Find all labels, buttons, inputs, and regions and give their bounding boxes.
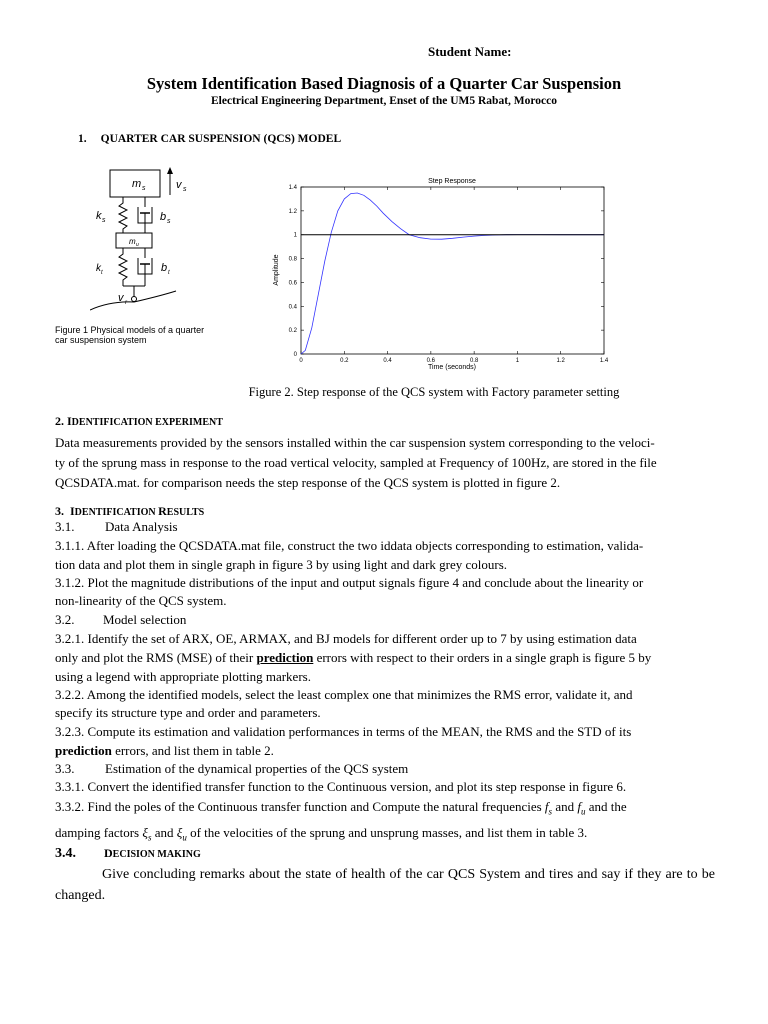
text-3-2-1-post: errors with respect to their orders in a single graph is figure 5 by [313, 650, 652, 665]
mu-subscript: u [136, 242, 139, 248]
chart-title: Step Response [428, 178, 476, 185]
text-3-1-1-line-2: tion data and plot them in single graph in figure 3 by using light and dark grey colours. [55, 557, 508, 572]
section-2-heading [55, 414, 223, 429]
kt-label: k [96, 263, 101, 274]
bt-subscript: t [168, 270, 170, 276]
vs-subscript: s [183, 186, 187, 193]
x-tick-label: 1 [515, 358, 520, 364]
x-tick-label: 0.4 [383, 358, 392, 364]
text-3-2-1-line-1: 3.2.1. Identify the set of ARX, OE, ARMAX, and BJ models for different order up to 7 by using estimation data [55, 631, 637, 646]
section-3-4-heading [55, 846, 201, 862]
y-tick-label: 0.8 [288, 256, 297, 263]
vr-label: v [118, 292, 124, 304]
section-3-number: 3. [55, 504, 64, 518]
subsection-3-1-heading [55, 517, 713, 536]
y-tick-label: 1 [293, 232, 297, 239]
text-3-3-3-post: of the velocities of the sprung and unsprung masses, and list them in table 3. [186, 825, 588, 840]
decision-making-paragraph: Give concluding remarks about the state of health of the car QCS System and tires and say if they are to be changed. [55, 867, 715, 903]
step-response-line [301, 193, 604, 354]
text-3-2-1-line-3: using a legend with appropriate plotting markers. [55, 669, 311, 684]
text-3-2-3-post: errors, and list them in table 2. [111, 743, 274, 758]
section-2-number: 2. [55, 414, 64, 428]
section-3-title-i: I [70, 504, 75, 518]
y-tick-label: 0.4 [288, 304, 297, 311]
section-1-title: QUARTER CAR SUSPENSION (QCS) MODEL [100, 133, 342, 145]
y-tick-label: 1.2 [288, 208, 297, 215]
text-3-3-2-line-2 [55, 823, 713, 848]
text-3-2-3-line-2 [55, 741, 713, 760]
quarter-car-model-diagram [90, 165, 200, 315]
mu-label: m [129, 237, 136, 246]
symbol-f-u-subscript: u [580, 806, 586, 817]
subsection-3-2-heading [55, 610, 713, 629]
section-2-title-first: I [67, 414, 72, 428]
text-3-3-3-pre: damping factors [55, 825, 143, 840]
text-3-3-2-line-1 [55, 797, 713, 822]
prediction-emphasis-2: prediction [55, 743, 112, 758]
section-2-line-3: QCSDATA.mat. for comparison needs the step response of the QCS system is plotted in figure 2. [55, 475, 561, 490]
text-3-2-1-pre: only and plot the RMS (MSE) of their [55, 650, 257, 665]
figure-1-caption: Figure 1 Physical models of a quarter car suspension system [55, 325, 205, 345]
x-tick-label: 0.8 [469, 358, 479, 364]
section-2-line-2: ty of the sprung mass in response to the road vertical velocity, sampled at Frequency of 100Hz, are stored in the file [55, 455, 657, 470]
symbol-f-u: f [577, 799, 581, 814]
figure-2-caption: Figure 2. Step response of the QCS system with Factory parameter setting [248, 385, 620, 399]
ks-subscript: s [102, 217, 106, 224]
symbol-xi-s-subscript: s [147, 832, 152, 843]
prediction-emphasis-1: prediction [256, 650, 314, 665]
bt-label: b [161, 262, 168, 274]
bs-subscript: s [167, 218, 171, 225]
symbol-xi-u: ξ [176, 825, 183, 840]
symbol-f-s-subscript: s [548, 806, 553, 817]
text-3-3-2-pre: 3.3.2. Find the poles of the Continuous transfer function and Compute the natural frequencies [55, 799, 545, 814]
document-title: System Identification Based Diagnosis of a Quarter Car Suspension [146, 74, 622, 93]
vr-subscript: r [125, 300, 127, 306]
symbol-xi-s: ξ [142, 825, 148, 840]
y-tick-label: 0.2 [288, 328, 297, 335]
subsection-3-3-title: Estimation of the dynamical properties of the QCS system [105, 761, 409, 776]
plot-area-frame [301, 187, 604, 354]
text-3-3-3-and: and [151, 825, 177, 840]
ks-spring [119, 197, 127, 233]
section-3-4-number: 3.4. [55, 846, 76, 861]
text-3-2-1-line-2 [55, 648, 713, 667]
road-contact-wheel [132, 297, 137, 302]
y-tick-label: 0 [293, 352, 297, 358]
section-3-4-title-rest: ECISION MAKING [112, 849, 201, 860]
section-3-title-r: R [158, 504, 167, 518]
x-tick-label: 0.2 [340, 358, 349, 364]
ms-subscript: s [142, 185, 146, 192]
text-3-1-2-line-1: 3.1.2. Plot the magnitude distributions of the input and output signals figure 4 and conclude about the linearity or [55, 575, 644, 590]
text-3-3-2-and: and [552, 799, 578, 814]
x-tick-label: 0.6 [426, 358, 436, 364]
text-3-3-1: 3.3.1. Convert the identified transfer function to the Continuous version, and plot its step response in figure 6. [55, 779, 627, 794]
y-axis-label: Amplitude [273, 254, 280, 286]
text-3-2-3-line-1: 3.2.3. Compute its estimation and validation performances in terms of the MEAN, the RMS and the STD of its [55, 724, 632, 739]
subsection-3-1-title: Data Analysis [105, 519, 178, 534]
section-3-title-esults: ESULTS [166, 507, 205, 518]
text-3-2-2-line-2: specify its structure type and order and parameters. [55, 705, 321, 720]
section-1-heading [78, 133, 341, 145]
section-3-4-title-d: D [104, 846, 113, 860]
section-2-line-1: Data measurements provided by the sensors installed within the car suspension system corresponding to the veloci- [55, 435, 655, 450]
y-tick-label: 0.6 [288, 280, 297, 287]
vs-label: v [176, 179, 182, 191]
subsection-3-2-number: 3.2. [55, 612, 75, 627]
symbol-f-s: f [544, 799, 549, 814]
vs-arrow-head [167, 167, 173, 174]
step-response-chart [265, 170, 620, 375]
section-2-paragraph [55, 433, 713, 493]
subsection-3-2-title: Model selection [103, 612, 187, 627]
ks-label: k [96, 210, 102, 222]
section-1-number: 1. [78, 133, 87, 145]
subsection-3-1-number: 3.1. [55, 519, 75, 534]
x-tick-label: 1.2 [556, 358, 565, 364]
x-axis-label: Time (seconds) [428, 364, 476, 371]
x-tick-label: 0 [299, 358, 303, 364]
symbol-xi-u-subscript: u [182, 832, 187, 843]
subsection-3-3-heading [55, 759, 713, 778]
document-subtitle: Electrical Engineering Department, Enset of the UM5 Rabat, Morocco [211, 95, 557, 107]
text-3-1-2-line-2: non-linearity of the QCS system. [55, 593, 227, 608]
section-2-title-rest: DENTIFICATION EXPERIMENT [71, 417, 223, 428]
x-tick-label: 1.4 [599, 358, 609, 364]
section-3-title-dentification: DENTIFICATION [74, 507, 159, 518]
text-3-3-2-post: and the [585, 799, 627, 814]
kt-subscript: t [101, 270, 103, 276]
student-name-label: Student Name: [428, 44, 512, 59]
kt-spring [119, 248, 127, 286]
y-tick-label: 1.4 [288, 185, 297, 191]
bs-label: b [160, 211, 167, 223]
text-3-2-2-line-1: 3.2.2. Among the identified models, select the least complex one that minimizes the RMS error, validate it, and [55, 687, 633, 702]
subsection-3-3-number: 3.3. [55, 761, 75, 776]
ms-label: m [132, 178, 142, 190]
text-3-1-1-line-1: 3.1.1. After loading the QCSDATA.mat file, construct the two iddata objects corresponding to estimation, valida- [55, 538, 644, 553]
